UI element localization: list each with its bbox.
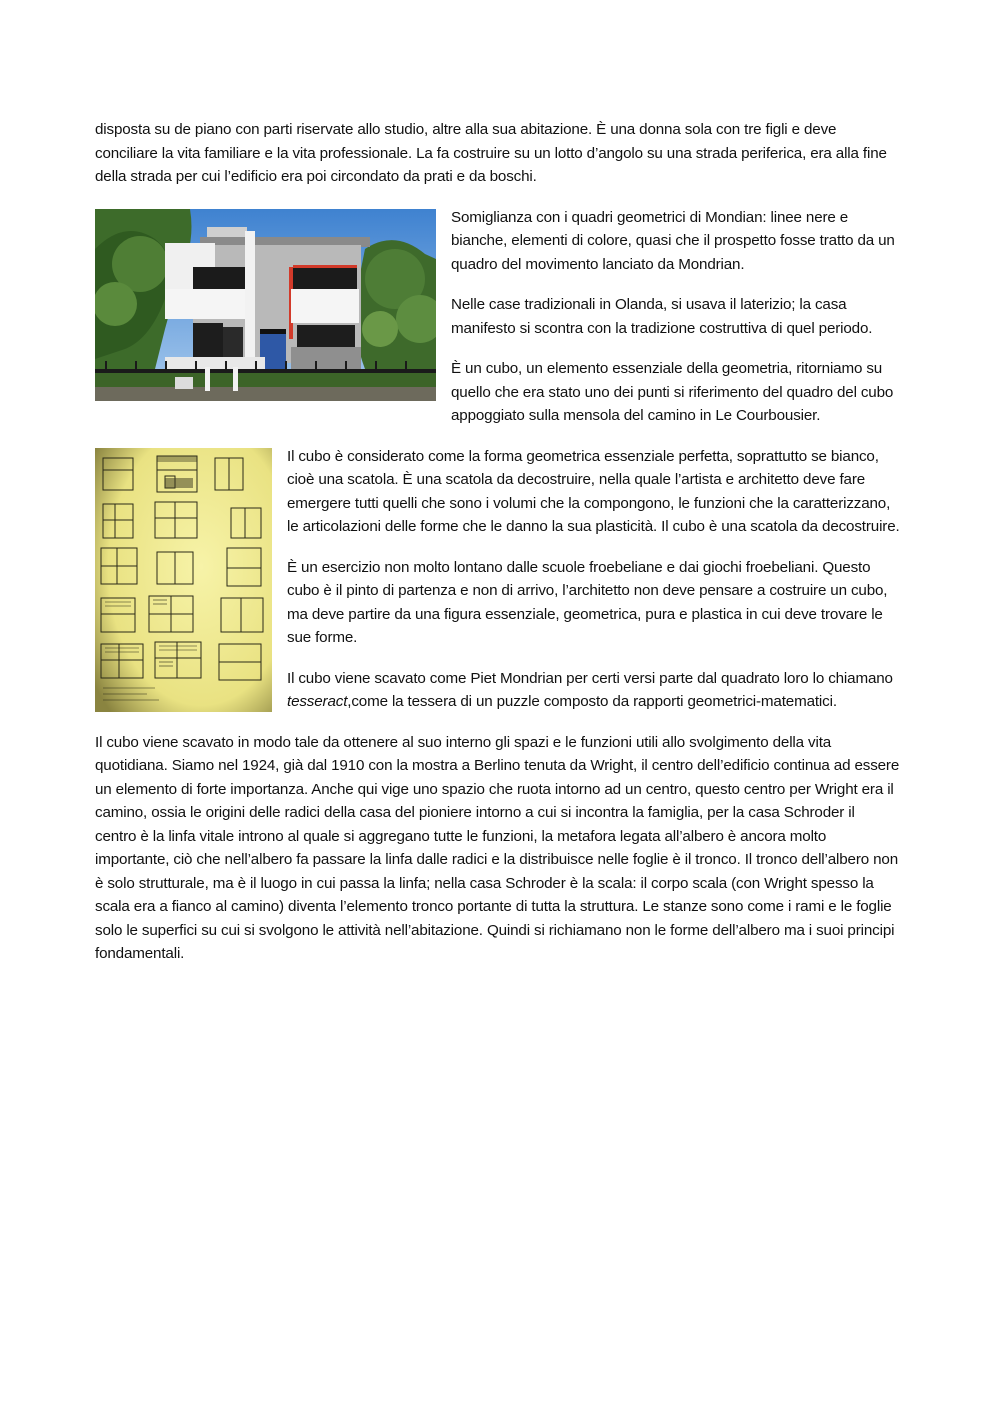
paragraph-brick-tradition: Nelle case tradizionali in Olanda, si usava il laterizio; la casa manifesto si scontra con la tradizione costruttiva di quel periodo. — [451, 296, 873, 337]
paragraph-cube-perfect-form: Il cubo è considerato come la forma geometrica essenziale perfetta, soprattutto se bianco, cioè una scatola. È una scatola da decostruire, nella quale l’artista e architetto deve fare emergere tutti quelli che sono i volumi che la compongono, le funzioni che la caratterizzano, le articolazioni delle forme che le danno la sua plasticità. Il cubo è una scatola da decostruire. — [287, 447, 900, 535]
tesseract-text-a: Il cubo viene scavato come Piet Mondrian per certi versi parte dal quadrato loro lo chiamano — [287, 669, 893, 687]
tesseract-term: tesseract — [287, 693, 348, 710]
tesseract-text-b: ,come la tessera di un puzzle composto da rapporti geometrici-matematici. — [347, 693, 837, 710]
page-content — [95, 118, 900, 983]
paragraph-cube-geometry: È un cubo, un elemento essenziale della geometria, ritorniamo su quello che era stato uno dei punti si riferimento del quadro del cubo appoggiato sulla mensola del camino in Le Courbousier. — [451, 360, 894, 424]
paragraph-intro: disposta su de piano con parti riservate allo studio, altre alla sua abitazione. È una donna sola con tre figli e deve conciliare la vita familiare e la vita professionale. La fa costruire su un lotto d’angolo su una strada periferica, era alla fine della strada per cui l’edificio era poi circondato da prati e da boschi. — [95, 121, 887, 185]
architectural-drawings-image — [95, 448, 272, 712]
schroder-house-photo — [95, 209, 436, 401]
paragraph-froebel-exercise: È un esercizio non molto lontano dalle scuole froebeliane e dai giochi froebeliani. Questo cubo è il pinto di partenza e non di arrivo, l’architetto non deve pensare a costruire un cubo, ma deve partire da una figura essenziale, geometrica, pura e plastica in cui deve trovare le sue forme. — [287, 558, 888, 646]
paragraph-carved-cube: Il cubo viene scavato in modo tale da ottenere al suo interno gli spazi e le funzioni utili allo svolgimento della vita quotidiana. Siamo nel 1924, già dal 1910 con la mostra a Berlino tenuta da Wright, il centro dell’edificio continua ad essere un elemento di forte importanza. Anche qui vige uno spazio che ruota intorno ad un centro, questo centro per Wright era il camino, ossia le origini delle radici della casa del pioniere intorno a cui si incontra la famiglia, per la casa Schroder il centro è la linfa vitale introno al quale si aggregano tutte le funzioni, la metafora legata all’albero è ancora molto importante, ciò che nell’albero fa passare la linfa dalle radici e la distribuisce nelle foglie è il tronco. Il tronco dell’albero non è solo strutturale, ma è il luogo in cui passa la linfa; nella casa Schroder è la scala: il corpo scala (con Wright spesso la scala era a fianco al camino) diventa l’elemento tronco portante di tutta la struttura. Le stanze sono come i rami e le foglie solo le superfici su cui si svolgono le attività nell’abitazione. Quindi si richiamano non le forme dell’albero ma i suoi principi fondamentali. — [95, 733, 900, 962]
paragraph-mondrian-similarity: Somiglianza con i quadri geometrici di Mondian: linee nere e bianche, elementi di colore, quasi che il prospetto fosse tratto da un quadro del movimento lanciato da Mondrian. — [451, 208, 895, 273]
